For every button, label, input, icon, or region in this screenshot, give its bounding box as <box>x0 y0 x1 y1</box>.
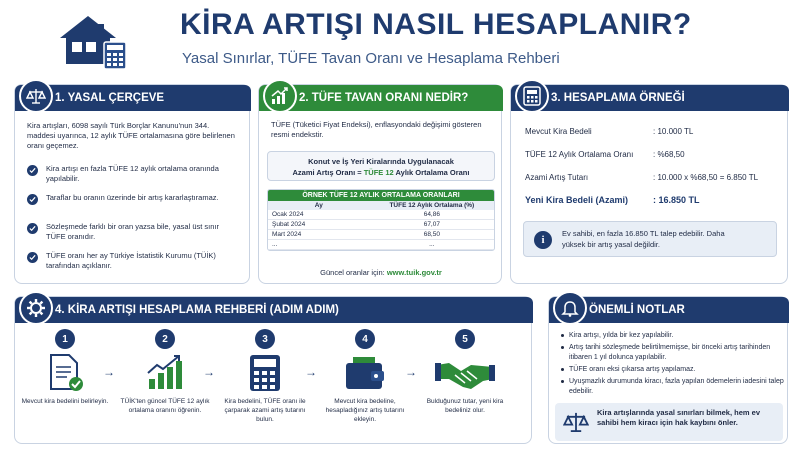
notes-footer-box <box>555 403 783 441</box>
calc-row: Mevcut Kira Bedeli : 10.000 TL <box>525 127 694 136</box>
arrow-right-icon: → <box>203 365 215 379</box>
table-row: ... ... <box>268 240 494 250</box>
page-title: KİRA ARTIŞI NASIL HESAPLANIR? <box>180 8 692 41</box>
tufe-footer: Güncel oranlar için: www.tuik.gov.tr <box>320 268 442 277</box>
calc-row: TÜFE 12 Aylık Ortalama Oranı : %68,50 <box>525 150 685 159</box>
check-icon <box>27 165 38 176</box>
check-icon <box>27 194 38 205</box>
calculator-icon <box>247 353 283 393</box>
calc-example-title: 3. HESAPLAMA ÖRNEĞİ <box>551 92 685 104</box>
calc-result: Yeni Kira Bedeli (Azami) : 16.850 TL <box>525 195 700 205</box>
info-icon: i <box>534 231 552 249</box>
calculator-icon <box>515 79 549 113</box>
bell-icon <box>553 291 587 325</box>
page-subtitle: Yasal Sınırlar, TÜFE Tavan Oranı ve Hesaplama Rehberi <box>182 50 560 67</box>
legal-framework-header <box>15 85 251 111</box>
legal-item: Taraflar bu oranın üzerinde bir artış kararlaştıramaz. <box>27 193 239 205</box>
step-text: Mevcut kira bedeline, hesapladığınız artış tutarını ekleyin. <box>325 398 405 423</box>
tufe-card <box>258 84 502 284</box>
tufe-header <box>259 85 503 111</box>
check-icon <box>27 252 38 263</box>
step-number: 4 <box>355 329 375 349</box>
handshake-icon <box>435 353 495 393</box>
house-calculator-icon <box>58 12 128 70</box>
step-text: TÜİK'ten güncel TÜFE 12 aylık ortalama oranını öğrenin. <box>120 398 210 414</box>
check-icon <box>27 223 38 234</box>
guide-title: 4. KİRA ARTIŞI HESAPLAMA REHBERİ (ADIM ADIM) <box>55 304 339 316</box>
table-col-ay: Ay <box>314 202 323 209</box>
legal-framework-title: 1. YASAL ÇERÇEVE <box>55 92 165 104</box>
note-item: Artış tarihi sözleşmede belirtilmemişse, bir önceki artış tarihinden itibaren 1 yıl dolunca yapılabilir. <box>561 343 786 362</box>
calc-example-card <box>510 84 788 284</box>
arrow-right-icon: → <box>103 365 115 379</box>
notes-header <box>549 297 789 323</box>
formula-line-2: Azami Artış Oranı = TÜFE 12 Aylık Ortalama Oranı <box>292 168 470 177</box>
legal-framework-card <box>14 84 250 284</box>
growth-chart-icon <box>145 353 185 393</box>
legal-item: TÜFE oranı her ay Türkiye İstatistik Kurumu (TÜİK) tarafından açıklanır. <box>27 251 239 271</box>
step-number: 2 <box>155 329 175 349</box>
table-col-val: TÜFE 12 Aylık Ortalama (%) <box>389 202 475 209</box>
note-item: TÜFE oranı eksi çıkarsa artış yapılamaz. <box>561 365 786 375</box>
step-text: Mevcut kira bedelini belirleyin. <box>21 398 109 405</box>
info-box <box>523 221 777 257</box>
tufe-intro: TÜFE (Tüketici Fiyat Endeksi), enflasyondaki değişimi gösteren resmi endekstir. <box>271 120 482 139</box>
arrow-right-icon: → <box>305 365 317 379</box>
notes-card <box>548 296 788 444</box>
step-text: Kira bedelini, TÜFE oranı ile çarparak azami artış tutarını bulun. <box>224 398 306 423</box>
legal-item: Sözleşmede farklı bir oran yazsa bile, yasal üst sınır TÜFE oranıdır. <box>27 222 239 242</box>
document-check-icon <box>45 353 85 393</box>
header <box>0 0 800 78</box>
tufe-table-title: ÖRNEK TÜFE 12 AYLIK ORTALAMA ORANLARI <box>268 190 494 201</box>
guide-header <box>15 297 533 323</box>
step-number: 3 <box>255 329 275 349</box>
tuik-link[interactable]: www.tuik.gov.tr <box>386 268 442 277</box>
wallet-icon <box>343 353 387 393</box>
table-row: Ocak 2024 64,86 <box>268 210 494 220</box>
tufe-table <box>267 189 495 251</box>
legal-item: Kira artışı en fazla TÜFE 12 aylık ortalama oranında yapılabilir. <box>27 164 239 184</box>
step-number: 1 <box>55 329 75 349</box>
note-item: Uyuşmazlık durumunda kiracı, fazla yapılan ödemelerin iadesini talep edebilir. <box>561 377 786 396</box>
calc-example-header <box>511 85 789 111</box>
guide-card <box>14 296 532 444</box>
info-text: Ev sahibi, en fazla 16.850 TL talep edebilir. Daha yüksek bir artış yasal değildir. <box>562 229 725 249</box>
arrow-right-icon: → <box>405 365 417 379</box>
formula-box <box>267 151 495 181</box>
note-item: Kira artışı, yılda bir kez yapılabilir. <box>561 331 786 341</box>
step-number: 5 <box>455 329 475 349</box>
step-text: Bulduğunuz tutar, yeni kira bedeliniz olur. <box>426 398 504 414</box>
tufe-title: 2. TÜFE TAVAN ORANI NEDİR? <box>299 92 469 104</box>
growth-chart-icon <box>263 79 297 113</box>
table-row: Şubat 2024 67,07 <box>268 220 494 230</box>
notes-footer-text: Kira artışlarında yasal sınırları bilmek, hem ev sahibi hem kiracı için hak kaybını önler. <box>597 408 760 427</box>
scales-icon <box>563 409 589 435</box>
notes-title: ÖNEMLİ NOTLAR <box>589 304 685 316</box>
gear-icon <box>19 291 53 325</box>
formula-line-1: Konut ve İş Yeri Kiralarında Uygulanacak <box>308 157 454 166</box>
table-row: Mart 2024 68,50 <box>268 230 494 240</box>
scales-icon <box>19 79 53 113</box>
legal-framework-intro: Kira artışları, 6098 sayılı Türk Borçlar Kanunu'nun 344. maddesi uyarınca, 12 aylık TÜFE ortalamasına göre belirlenen oranı geçemez. <box>27 121 235 150</box>
calc-row: Azami Artış Tutarı : 10.000 x %68,50 = 6.850 TL <box>525 173 759 182</box>
